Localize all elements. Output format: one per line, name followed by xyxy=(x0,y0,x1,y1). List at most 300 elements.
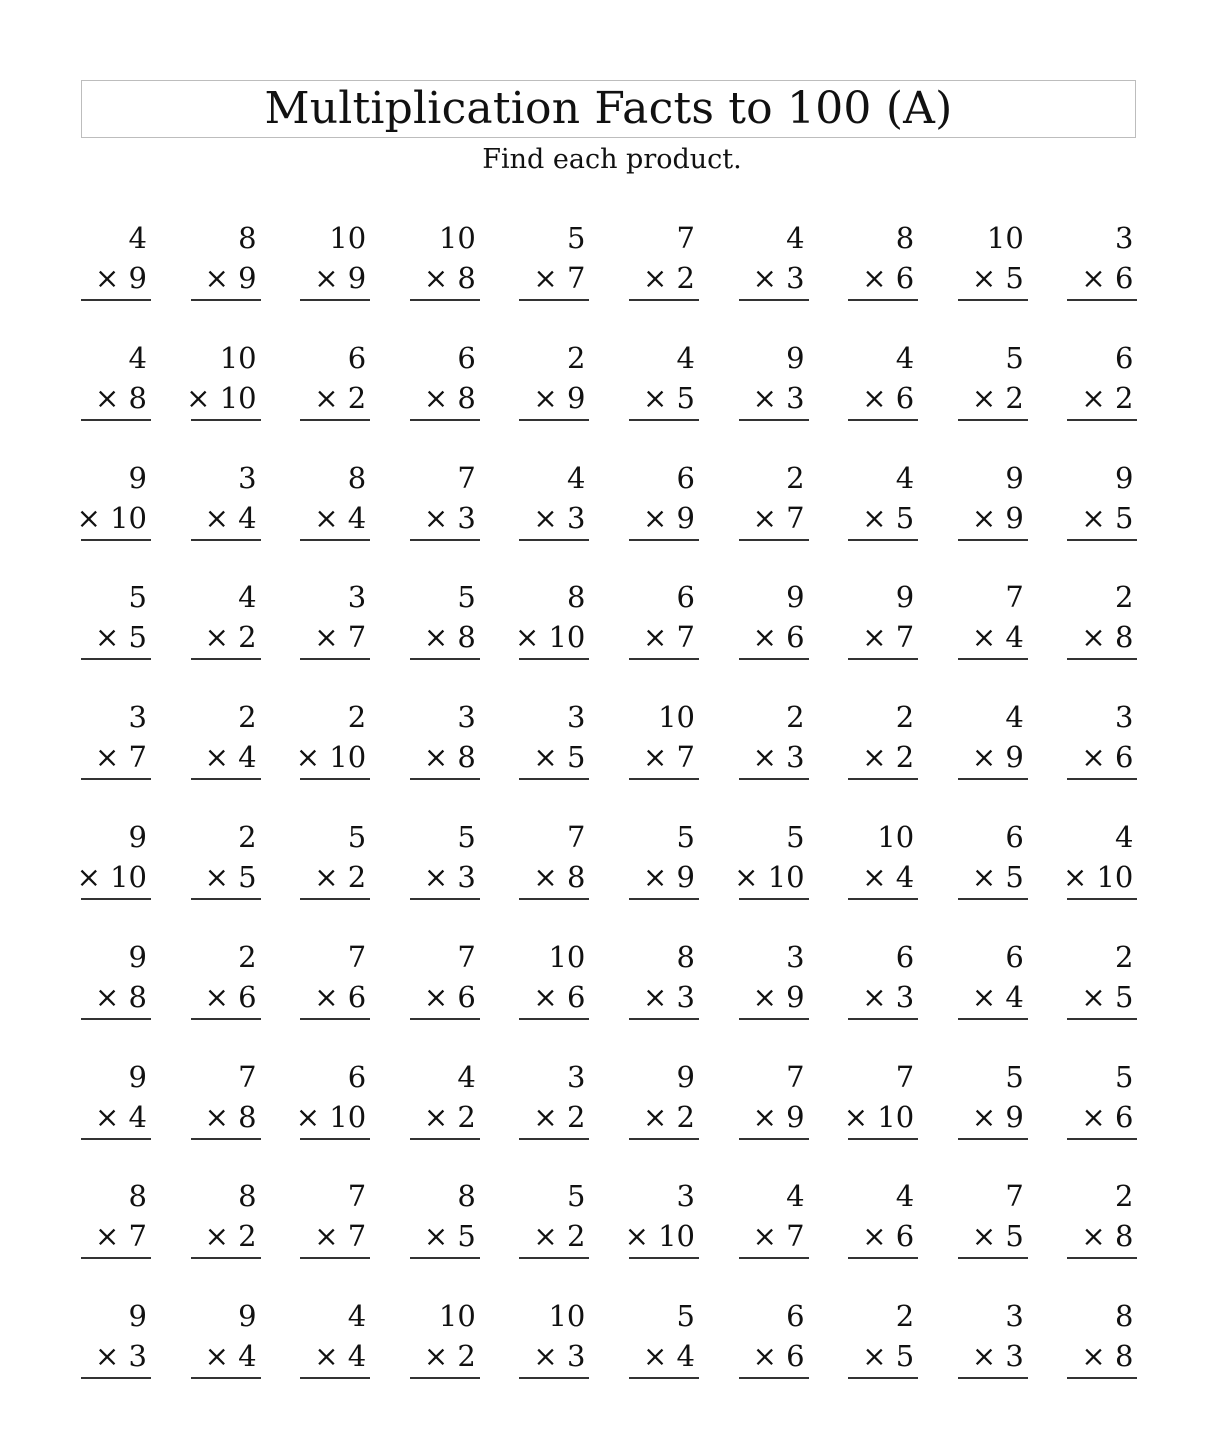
times-sign: × xyxy=(204,261,229,295)
multiplier-value: 2 xyxy=(238,1219,257,1254)
multiplier-value: 9 xyxy=(786,979,805,1014)
problem-item xyxy=(76,460,151,550)
answer-line xyxy=(519,658,589,660)
problem-multiplier xyxy=(533,979,586,1014)
problem-item xyxy=(410,340,480,430)
multiplier-value: 5 xyxy=(1005,860,1024,894)
problem-item xyxy=(848,700,918,789)
worksheet-instructions: Find each product. xyxy=(482,144,742,175)
answer-line xyxy=(410,1257,480,1259)
times-sign: × xyxy=(423,1339,449,1374)
times-sign: × xyxy=(186,380,211,415)
times-sign: × xyxy=(314,620,339,655)
problem-multiplicand: 7 xyxy=(1005,1179,1024,1214)
answer-line xyxy=(629,539,699,541)
problem-multiplier xyxy=(95,979,147,1014)
problem-item xyxy=(81,580,151,669)
problem-multiplicand: 3 xyxy=(1005,1299,1024,1334)
problem-multiplier xyxy=(514,620,586,655)
answer-line xyxy=(848,898,918,900)
problem-multiplier xyxy=(204,500,257,535)
problem-multiplier xyxy=(423,261,476,295)
times-sign: × xyxy=(862,500,887,535)
problem-multiplicand: 10 xyxy=(548,939,586,974)
problem-item xyxy=(1067,460,1137,550)
problem-item xyxy=(410,1059,480,1149)
problem-multiplicand: 4 xyxy=(457,1059,476,1094)
multiplier-value: 6 xyxy=(238,979,257,1014)
problem-item xyxy=(76,820,151,909)
problem-item xyxy=(1067,1179,1137,1268)
answer-line xyxy=(519,1377,589,1379)
problem-multiplier xyxy=(752,380,805,415)
answer-line xyxy=(300,1377,370,1379)
times-sign: × xyxy=(1081,380,1106,415)
problem-item xyxy=(81,221,151,310)
problem-multiplier xyxy=(971,740,1024,775)
times-sign: × xyxy=(423,380,449,415)
times-sign: × xyxy=(752,740,777,775)
multiplier-value: 9 xyxy=(238,261,257,295)
problem-item xyxy=(629,820,699,909)
problem-multiplier xyxy=(971,380,1024,415)
problem-multiplier xyxy=(1081,620,1134,655)
problem-multiplier xyxy=(533,1339,586,1374)
problem-multiplicand: 4 xyxy=(347,1299,367,1334)
problem-multiplier xyxy=(752,740,805,775)
problem-multiplier xyxy=(204,620,257,655)
multiplier-value: 9 xyxy=(347,261,367,295)
answer-line xyxy=(410,1377,480,1379)
problem-multiplicand: 8 xyxy=(566,580,586,615)
problem-item xyxy=(629,1059,699,1149)
problem-multiplier xyxy=(752,1219,805,1254)
problem-item xyxy=(186,340,261,430)
times-sign: × xyxy=(533,979,558,1014)
times-sign: × xyxy=(971,860,997,894)
problem-multiplier xyxy=(95,620,147,655)
problem-multiplier xyxy=(314,500,367,535)
multiplier-value: 7 xyxy=(566,261,586,295)
times-sign: × xyxy=(533,261,558,295)
times-sign: × xyxy=(971,1339,997,1374)
problem-multiplicand: 8 xyxy=(457,1179,476,1214)
problem-multiplier xyxy=(752,1339,805,1374)
multiplier-value: 3 xyxy=(128,1339,147,1374)
times-sign: × xyxy=(314,1339,339,1374)
problem-multiplier xyxy=(643,979,695,1014)
problem-multiplier xyxy=(752,500,805,535)
problem-item xyxy=(1067,580,1137,669)
answer-line xyxy=(300,539,370,541)
problem-multiplicand: 9 xyxy=(786,340,805,375)
multiplier-value: 7 xyxy=(895,620,915,655)
problem-item xyxy=(410,221,480,310)
problem-multiplicand: 3 xyxy=(1114,221,1134,255)
problem-item xyxy=(958,340,1028,430)
problem-multiplier xyxy=(862,1219,915,1254)
problem-item xyxy=(734,820,809,909)
times-sign: × xyxy=(862,740,887,775)
answer-line xyxy=(739,1138,809,1140)
multiplier-value: 5 xyxy=(457,1219,476,1254)
times-sign: × xyxy=(1081,740,1106,775)
problem-multiplier xyxy=(533,500,586,535)
times-sign: × xyxy=(533,500,558,535)
times-sign: × xyxy=(204,979,229,1014)
times-sign: × xyxy=(533,860,558,894)
multiplier-value: 7 xyxy=(676,740,695,775)
problem-multiplicand: 9 xyxy=(128,939,147,974)
problem-multiplicand: 7 xyxy=(1005,580,1024,615)
answer-line xyxy=(958,778,1028,780)
times-sign: × xyxy=(314,380,339,415)
problem-multiplicand: 2 xyxy=(895,1299,915,1334)
times-sign: × xyxy=(1081,979,1106,1014)
multiplier-value: 6 xyxy=(895,380,915,415)
multiplier-value: 6 xyxy=(786,620,805,655)
multiplier-value: 8 xyxy=(566,860,586,894)
problem-multiplicand: 8 xyxy=(238,221,257,255)
problem-multiplicand: 2 xyxy=(347,700,367,735)
problem-item xyxy=(519,1179,589,1268)
problem-multiplier xyxy=(1081,740,1134,775)
multiplier-value: 9 xyxy=(1005,740,1024,775)
times-sign: × xyxy=(95,261,120,295)
answer-line xyxy=(410,778,480,780)
answer-line xyxy=(848,1138,918,1140)
problem-item xyxy=(958,700,1028,789)
multiplier-value: 9 xyxy=(786,1099,805,1134)
problem-item xyxy=(410,939,480,1029)
problem-multiplier xyxy=(734,860,805,894)
times-sign: × xyxy=(204,1099,229,1134)
multiplier-value: 9 xyxy=(676,500,695,535)
problem-item xyxy=(958,460,1028,550)
times-sign: × xyxy=(423,740,449,775)
answer-line xyxy=(739,539,809,541)
problem-item xyxy=(295,1059,370,1149)
answer-line xyxy=(300,1257,370,1259)
problem-multiplier xyxy=(643,860,695,894)
times-sign: × xyxy=(734,860,759,894)
problem-multiplicand: 7 xyxy=(457,460,476,495)
problem-multiplicand: 8 xyxy=(347,460,367,495)
problem-multiplier xyxy=(186,380,257,415)
multiplier-value: 10 xyxy=(767,860,805,894)
problem-multiplier xyxy=(843,1099,915,1134)
answer-line xyxy=(81,419,151,421)
problem-multiplicand: 3 xyxy=(1114,700,1134,735)
multiplier-value: 7 xyxy=(347,1219,367,1254)
times-sign: × xyxy=(204,500,229,535)
problem-multiplier xyxy=(314,261,367,295)
problem-multiplicand: 7 xyxy=(566,820,586,854)
answer-line xyxy=(410,539,480,541)
problem-multiplier xyxy=(1081,1099,1134,1134)
problem-multiplicand: 7 xyxy=(457,939,476,974)
times-sign: × xyxy=(95,1339,120,1374)
problem-item xyxy=(191,1299,261,1388)
problem-item xyxy=(848,1179,918,1268)
problem-item xyxy=(300,1179,370,1268)
problem-multiplier xyxy=(314,1219,367,1254)
answer-line xyxy=(410,299,480,301)
multiplier-value: 4 xyxy=(347,1339,367,1374)
problem-item xyxy=(629,221,699,310)
problem-item xyxy=(629,700,699,789)
problem-item xyxy=(519,340,589,430)
problem-item xyxy=(848,820,918,909)
problem-item xyxy=(410,460,480,550)
problem-multiplier xyxy=(423,860,476,894)
problem-item xyxy=(629,1299,699,1388)
problem-multiplier xyxy=(971,860,1024,894)
multiplier-value: 8 xyxy=(128,979,147,1014)
times-sign: × xyxy=(862,979,887,1014)
multiplier-value: 7 xyxy=(786,1219,805,1254)
answer-line xyxy=(1067,539,1137,541)
times-sign: × xyxy=(862,620,887,655)
times-sign: × xyxy=(1081,500,1106,535)
times-sign: × xyxy=(643,500,668,535)
answer-line xyxy=(191,419,261,421)
times-sign: × xyxy=(314,1219,339,1254)
multiplier-value: 5 xyxy=(676,380,695,415)
problem-item xyxy=(300,1299,370,1388)
problem-multiplicand: 5 xyxy=(1005,1059,1024,1094)
answer-line xyxy=(739,1018,809,1020)
problem-multiplicand: 3 xyxy=(457,700,476,735)
problem-multiplier xyxy=(95,261,147,295)
answer-line xyxy=(739,1377,809,1379)
times-sign: × xyxy=(752,620,777,655)
answer-line xyxy=(629,778,699,780)
problem-item xyxy=(843,1059,918,1149)
problem-multiplicand: 9 xyxy=(128,1299,147,1334)
times-sign: × xyxy=(423,620,449,655)
problem-multiplicand: 2 xyxy=(895,700,915,735)
answer-line xyxy=(191,299,261,301)
problem-multiplier xyxy=(643,740,695,775)
answer-line xyxy=(848,658,918,660)
problem-multiplicand: 7 xyxy=(238,1059,257,1094)
times-sign: × xyxy=(533,380,558,415)
problem-item xyxy=(81,1299,151,1388)
multiplier-value: 2 xyxy=(566,1219,586,1254)
problem-item xyxy=(1067,1059,1137,1149)
problem-multiplicand: 6 xyxy=(347,340,367,375)
multiplier-value: 6 xyxy=(566,979,586,1014)
problem-multiplicand: 4 xyxy=(895,460,915,495)
problem-multiplicand: 4 xyxy=(1114,820,1134,854)
times-sign: × xyxy=(204,860,229,894)
problem-multiplicand: 10 xyxy=(658,700,695,735)
times-sign: × xyxy=(423,979,449,1014)
problem-multiplicand: 4 xyxy=(238,580,257,615)
problem-multiplier xyxy=(643,261,695,295)
answer-line xyxy=(1067,299,1137,301)
answer-line xyxy=(958,1138,1028,1140)
answer-line xyxy=(629,658,699,660)
problem-multiplier xyxy=(204,740,257,775)
problem-multiplier xyxy=(752,261,805,295)
times-sign: × xyxy=(95,620,120,655)
problem-multiplicand: 10 xyxy=(986,221,1024,255)
multiplier-value: 4 xyxy=(238,740,257,775)
answer-line xyxy=(1067,898,1137,900)
answer-line xyxy=(739,658,809,660)
problem-item xyxy=(81,700,151,789)
times-sign: × xyxy=(423,500,449,535)
problem-item xyxy=(519,460,589,550)
answer-line xyxy=(629,1138,699,1140)
problem-item xyxy=(1067,340,1137,430)
answer-line xyxy=(739,299,809,301)
multiplier-value: 4 xyxy=(347,500,367,535)
problem-multiplicand: 3 xyxy=(128,700,147,735)
problem-multiplier xyxy=(314,620,367,655)
times-sign: × xyxy=(643,740,668,775)
answer-line xyxy=(958,539,1028,541)
times-sign: × xyxy=(95,380,120,415)
multiplier-value: 10 xyxy=(110,500,147,535)
multiplier-value: 2 xyxy=(895,740,915,775)
answer-line xyxy=(958,658,1028,660)
problem-item xyxy=(1067,939,1137,1029)
multiplier-value: 10 xyxy=(110,860,147,894)
problem-multiplicand: 6 xyxy=(1114,340,1134,375)
times-sign: × xyxy=(423,860,449,894)
problem-multiplicand: 10 xyxy=(877,820,915,854)
answer-line xyxy=(848,1257,918,1259)
answer-line xyxy=(300,299,370,301)
problem-multiplicand: 9 xyxy=(676,1059,695,1094)
times-sign: × xyxy=(204,740,229,775)
problem-multiplicand: 4 xyxy=(128,340,147,375)
answer-line xyxy=(81,778,151,780)
multiplier-value: 2 xyxy=(1114,380,1134,415)
answer-line xyxy=(1067,658,1137,660)
times-sign: × xyxy=(423,1099,449,1134)
problem-multiplicand: 3 xyxy=(566,1059,586,1094)
times-sign: × xyxy=(971,740,997,775)
multiplier-value: 10 xyxy=(658,1219,695,1254)
problem-multiplier xyxy=(204,1099,257,1134)
problem-multiplicand: 2 xyxy=(1114,939,1134,974)
problem-multiplier xyxy=(423,979,476,1014)
answer-line xyxy=(410,898,480,900)
problem-multiplier xyxy=(643,1339,695,1374)
problem-multiplier xyxy=(643,500,695,535)
problem-multiplicand: 2 xyxy=(786,460,805,495)
times-sign: × xyxy=(314,261,339,295)
problem-multiplier xyxy=(752,1099,805,1134)
multiplier-value: 7 xyxy=(128,740,147,775)
problem-multiplicand: 2 xyxy=(238,700,257,735)
problem-item xyxy=(848,460,918,550)
multiplier-value: 3 xyxy=(676,979,695,1014)
problem-multiplier xyxy=(971,1339,1024,1374)
problem-multiplicand: 4 xyxy=(1005,700,1024,735)
problem-item xyxy=(300,221,370,310)
problem-multiplicand: 2 xyxy=(1114,580,1134,615)
problem-multiplicand: 8 xyxy=(1114,1299,1134,1334)
answer-line xyxy=(81,1377,151,1379)
problem-multiplicand: 6 xyxy=(895,939,915,974)
problem-item xyxy=(739,340,809,430)
problem-multiplicand: 6 xyxy=(1005,939,1024,974)
problem-item xyxy=(519,820,589,909)
multiplier-value: 8 xyxy=(457,380,476,415)
times-sign: × xyxy=(1081,1339,1106,1374)
answer-line xyxy=(519,1257,589,1259)
problem-multiplicand: 9 xyxy=(128,460,147,495)
problem-item xyxy=(81,1059,151,1149)
times-sign: × xyxy=(314,860,339,894)
problem-multiplier xyxy=(971,500,1024,535)
answer-line xyxy=(1067,419,1137,421)
times-sign: × xyxy=(643,380,668,415)
problem-multiplicand: 4 xyxy=(786,221,805,255)
answer-line xyxy=(629,299,699,301)
multiplier-value: 3 xyxy=(1005,1339,1024,1374)
times-sign: × xyxy=(971,979,997,1014)
problem-item xyxy=(81,939,151,1029)
problem-multiplier xyxy=(862,500,915,535)
problem-item xyxy=(191,580,261,669)
multiplier-value: 4 xyxy=(676,1339,695,1374)
problem-item xyxy=(739,580,809,669)
times-sign: × xyxy=(295,740,321,775)
problem-multiplicand: 4 xyxy=(786,1179,805,1214)
problem-multiplier xyxy=(971,1099,1024,1134)
answer-line xyxy=(739,898,809,900)
problem-multiplicand: 3 xyxy=(347,580,367,615)
problem-multiplier xyxy=(314,979,367,1014)
times-sign: × xyxy=(843,1099,869,1134)
multiplier-value: 10 xyxy=(219,380,257,415)
problem-multiplier xyxy=(314,1339,367,1374)
problem-item xyxy=(958,221,1028,310)
multiplier-value: 3 xyxy=(457,500,476,535)
answer-line xyxy=(410,1138,480,1140)
multiplier-value: 7 xyxy=(128,1219,147,1254)
answer-line xyxy=(629,1257,699,1259)
answer-line xyxy=(410,1018,480,1020)
problem-multiplicand: 4 xyxy=(895,1179,915,1214)
problem-item xyxy=(300,580,370,669)
multiplier-value: 9 xyxy=(566,380,586,415)
answer-line xyxy=(81,1138,151,1140)
problem-multiplier xyxy=(862,620,915,655)
problem-multiplier xyxy=(204,860,257,894)
problem-multiplicand: 3 xyxy=(566,700,586,735)
multiplier-value: 3 xyxy=(566,1339,586,1374)
multiplier-value: 9 xyxy=(1005,1099,1024,1134)
multiplier-value: 3 xyxy=(895,979,915,1014)
times-sign: × xyxy=(752,1219,777,1254)
multiplier-value: 9 xyxy=(128,261,147,295)
multiplier-value: 3 xyxy=(786,740,805,775)
multiplier-value: 10 xyxy=(877,1099,915,1134)
problem-item xyxy=(191,820,261,909)
problem-multiplicand: 5 xyxy=(676,1299,695,1334)
problem-multiplicand: 9 xyxy=(1114,460,1134,495)
problem-multiplier xyxy=(1081,979,1134,1014)
multiplier-value: 9 xyxy=(676,860,695,894)
problem-multiplier xyxy=(295,740,367,775)
